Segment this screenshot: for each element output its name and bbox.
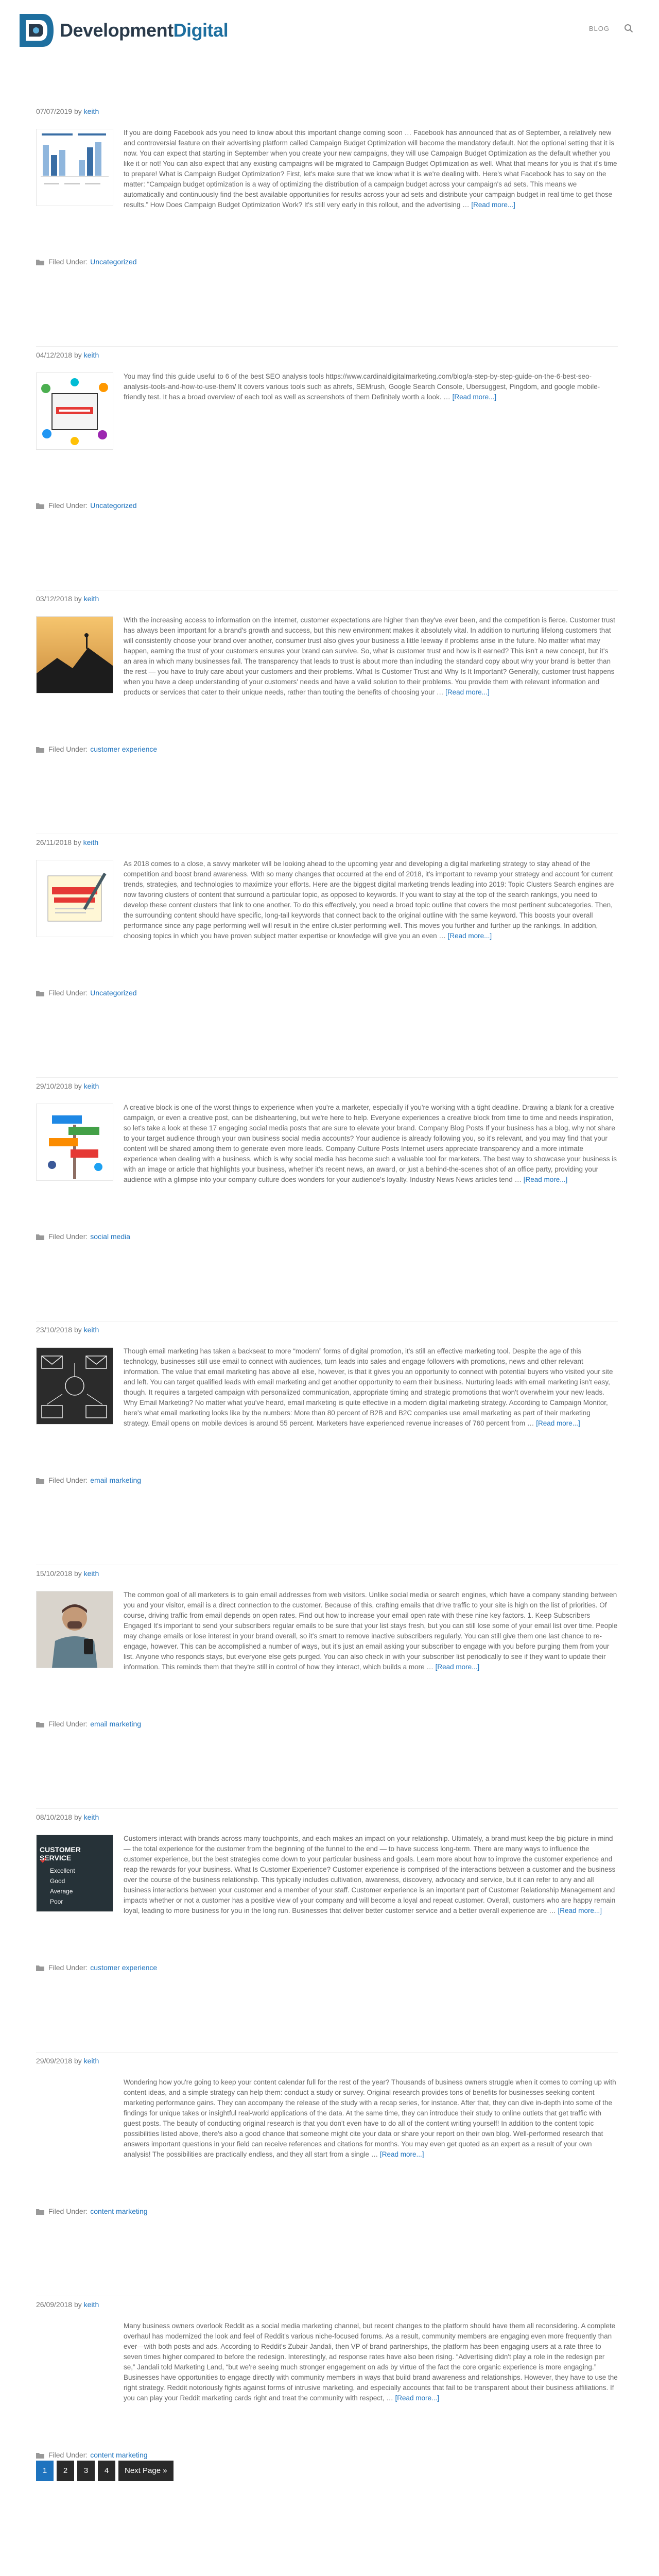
post-meta (36, 595, 99, 603)
logo-text (60, 20, 228, 41)
post-filed-under (36, 1232, 130, 1241)
filed-under-label: Filed Under: (48, 2207, 88, 2215)
post-meta (36, 2300, 99, 2309)
email-chalkboard-thumbnail-icon (37, 1348, 113, 1424)
post-entry (36, 1321, 618, 1565)
post-filed-under (36, 989, 137, 997)
post-date: 29/10/2018 (36, 1082, 73, 1090)
post-author-link[interactable]: keith (83, 351, 99, 359)
filed-under-label: Filed Under: (48, 1720, 88, 1728)
bar-chart-thumbnail-icon (37, 129, 113, 206)
category-link[interactable]: Uncategorized (90, 501, 137, 510)
post-meta (36, 1813, 99, 1821)
post-thumbnail[interactable] (36, 1591, 113, 1668)
main-nav (589, 24, 633, 33)
post-excerpt (124, 859, 618, 941)
post-meta (36, 351, 99, 359)
post-meta (36, 1569, 99, 1578)
thumb-line: Excellent (50, 1867, 75, 1874)
thumb-line: Average (50, 1888, 73, 1895)
post-by: by (74, 1813, 82, 1821)
logo-text-digital: Digital (173, 20, 229, 41)
read-more-link[interactable]: [Read more...] (536, 1419, 580, 1427)
category-link[interactable]: content marketing (90, 2207, 148, 2215)
search-icon[interactable] (624, 24, 633, 33)
post-thumbnail[interactable] (36, 1347, 113, 1425)
post-meta (36, 2057, 99, 2065)
folder-icon (36, 990, 44, 996)
mountain-silhouette-thumbnail-icon (37, 617, 113, 693)
post-author-link[interactable]: keith (83, 2057, 99, 2065)
filed-under-label: Filed Under: (48, 501, 88, 510)
thumb-heading: CUSTOMER SERVICE (40, 1845, 81, 1862)
filed-under-label: Filed Under: (48, 989, 88, 997)
post-author-link[interactable]: keith (83, 1813, 99, 1821)
post-excerpt (124, 2077, 618, 2160)
post-filed-under (36, 1476, 141, 1484)
post-meta (36, 838, 98, 846)
post-excerpt-text: Though email marketing has taken a backseat to more “modern” forms of digital promotion, it's still an effective marketing tool. Despite the age of this technology, businesses still use email to connect with audiences, turn leads into sales and engage followers with promotions, news and other relevant information. The value that email marketing has above all else, however, is that it gives you an opportunity to connect with potential buyers who visited your site and left. You can target qualified leads with email marketing and get another opportunity to earn their business. Nurturing leads with email marketing isn't easy, though. It requires a targeted campaign with personalized communication, appropriate timing and strategic promotions that won't overwhelm your new leads. Why Email Marketing? No matter what you've heard, email marketing is quite effective in a modern digital marketing strategy. According to Campaign Monitor, here's what email marketing looks like by the numbers: More than 80 percent of B2B and B2C companies use email marketing as part of their marketing strategy. Email opens on mobile devices is around 55 percent. Marketers have experienced revenue increases of 760 percent from … (124, 1347, 613, 1427)
post-entry (36, 1565, 618, 1809)
page-3-button[interactable]: 3 (77, 2461, 95, 2481)
post-date: 07/07/2019 (36, 107, 73, 115)
post-date: 26/11/2018 (36, 838, 72, 846)
read-more-link[interactable]: [Read more...] (380, 2150, 424, 2158)
post-entry (36, 1078, 618, 1321)
folder-icon (36, 1477, 44, 1483)
post-author-link[interactable]: keith (83, 2300, 99, 2309)
category-link[interactable]: email marketing (90, 1476, 142, 1484)
post-meta (36, 1326, 99, 1334)
post-entry (36, 834, 618, 1078)
post-by: by (74, 2057, 82, 2065)
filed-under-label: Filed Under: (48, 258, 88, 266)
filed-under-label: Filed Under: (48, 1476, 88, 1484)
post-excerpt (124, 1346, 618, 1429)
folder-icon (36, 502, 44, 509)
post-excerpt (124, 128, 618, 210)
post-by: by (74, 2300, 82, 2309)
post-by: by (74, 1569, 82, 1578)
post-excerpt (124, 615, 618, 698)
post-excerpt-text: With the increasing access to information on the internet, customer expectations are higher than they've ever been, and the competition is fierce. Customer trust has always been important for a brand's growth and success, but this new environment makes it absolutely vital. In addition to nurturing lifelong customers that will consistently choose your brand over another, consumer trust also gives your business a little leeway if problems arise in the future. No matter what may happen, earning the trust of your customers ensures your brand can survive. So, what is customer trust and how is it earned? This isn't a new concept, but it's an area in which many businesses fail. The transparency that leads to trust is about more than including the standard copy about why your brand is better than the rest — you have to truly care about your customers and their problems. What Is Customer Trust and Why Is It Important? Generally, customer trust happens when you have a deep understanding of your customers' needs and have a valid solution to their problems. You provide them with relevant information and products or services that cater to their unique needs, rather than touting the benefits of choosing your … (124, 616, 615, 696)
post-excerpt-text: You may find this guide useful to 6 of the best SEO analysis tools https://www.cardinaldigitalmarketing.com/blog/a-step-by-step-guide-on-the-6-best-seo-analysis-tools-and-how-to-use-them/ It covers various tools such as ahrefs, SEMrush, Google Search Console, Ubersuggest, Pingdom, and google mobile-friendly test. It has a broad overview of each tool as well as screenshots of them Definitely worth a look. … (124, 372, 600, 401)
category-link[interactable]: customer experience (90, 1963, 158, 1972)
post-date: 23/10/2018 (36, 1326, 73, 1334)
social-media-signpost-thumbnail-icon (37, 1104, 113, 1180)
post-filed-under (36, 1720, 141, 1728)
logo-mark-icon (15, 10, 57, 51)
post-filed-under (36, 501, 137, 510)
folder-icon (36, 1721, 44, 1727)
post-filed-under (36, 1963, 157, 1972)
post-thumbnail[interactable] (36, 1104, 113, 1181)
post-date: 29/09/2018 (36, 2057, 73, 2065)
post-thumbnail[interactable] (36, 372, 113, 450)
post-author-link[interactable]: keith (83, 595, 99, 603)
site-logo[interactable] (15, 7, 229, 54)
page-2-button[interactable]: 2 (57, 2461, 74, 2481)
checkmark-icon (37, 1835, 113, 1911)
post-date: 03/12/2018 (36, 595, 73, 603)
page-1-button[interactable]: 1 (36, 2461, 54, 2481)
post-by: by (74, 107, 82, 115)
folder-icon (36, 1964, 44, 1971)
post-filed-under (36, 258, 137, 266)
post-list (36, 103, 618, 2539)
folder-icon (36, 2452, 44, 2458)
read-more-link[interactable]: [Read more...] (471, 201, 515, 209)
folder-icon (36, 259, 44, 265)
post-excerpt (124, 1590, 618, 1672)
post-excerpt (124, 371, 618, 402)
filed-under-label: Filed Under: (48, 1232, 88, 1241)
read-more-link[interactable]: [Read more...] (445, 688, 490, 696)
post-entry (36, 103, 618, 347)
digital-marketing-notepad-thumbnail-icon (37, 860, 113, 937)
post-filed-under (36, 745, 157, 753)
post-excerpt-text: Wondering how you're going to keep your content calendar full for the rest of the year? Thousands of business owners struggle when it comes to coming up with content ideas, and a simple strategy can help them: conduct a study or survey. Original research provides tons of benefits for businesses seeking content marketing performance gains. They can accompany the release of the study with a recap series, for instance. After that, they can dive in-depth into some of the findings for unique takes or insightful real-world applications of the data. At the same time, they can introduce their study to online outlets that get traffic with guest posts. The beauty of conducting original research is that you don't even have to do all of the content writing yourself! In addition to the content topic possibilities listed above, there's also a good chance that someone might cite your data or share your report on their own blog. Well-performed research that answers important questions in your field can receive references and citations for months. You may even get quoted as an expert as a result of your own analysis! The possibilities are practically endless, and they all start from a single … (124, 2078, 616, 2158)
post-by: by (74, 1082, 82, 1090)
logo-text-development: Development (60, 20, 174, 41)
post-by: by (74, 351, 82, 359)
post-filed-under (36, 2207, 148, 2215)
post-excerpt-text: A creative block is one of the worst things to experience when you're a marketer, especially if you're working with a tight deadline. Drawing a blank for a creative campaign, or even a creative post, can be disheartening, but we're here to help. Everyone experiences a creative block from time to time and needs inspiration, so let's take a look at these 17 engaging social media posts that are sure to elevate your brand. Company Blog Posts If your business has a blog, why not share to your target audience through your own business social media accounts? Your audience is already following you, so it's relevant, and you may find that your content will be shared among them to generate even more leads. Company Culture Posts Internet users appreciate transparency and a more intimate experience when dealing with a business, which is why social media has become such a valuable tool for marketers. The best way to showcase your business is with an image or article that highlights your business, whether it's recent news, an award, or just a behind-the-scenes shot of an office party, providing your audience with a glimpse into your company culture does wonders for your audience's loyalty. Industry News News articles tend … (124, 1104, 617, 1183)
post-entry (36, 1809, 618, 2053)
post-date: 15/10/2018 (36, 1569, 73, 1578)
page-4-button[interactable]: 4 (98, 2461, 115, 2481)
nav-blog-link[interactable]: BLOG (588, 24, 610, 32)
post-meta (36, 107, 99, 115)
thumb-line: Good (50, 1877, 65, 1885)
read-more-link[interactable]: [Read more...] (435, 1663, 480, 1671)
post-entry (36, 347, 618, 590)
thumb-line: Poor (50, 1898, 63, 1905)
man-with-phone-thumbnail-icon (37, 1591, 113, 1668)
post-date: 04/12/2018 (36, 351, 73, 359)
post-by: by (74, 595, 82, 603)
next-page-button[interactable]: Next Page » (118, 2461, 174, 2481)
filed-under-label: Filed Under: (48, 2451, 88, 2459)
post-author-link[interactable]: keith (83, 107, 99, 115)
post-excerpt-text: The common goal of all marketers is to gain email addresses from web visitors. Unlike social media or search engines, which have a company standing between you and your visitor, email is a direct connection to the customer. Because of this, crafting emails that drive traffic to your site is high on the list of priorities. Of course, driving traffic from email depends on open rates. Find out how to increase your email open rate with these nine key factors. 1. Keep Subscribers Engaged It's important to send your subscribers regular emails to be sure that your list stays fresh, but you can still lose some of your email list over time. People may change emails or lose interest in your brand overall, so it's smart to remove inactive subscribers regularly. You can still give them one last chance to re-engage, however. This can be accomplished a number of ways, but it's just an email asking your subscriber to engage with you before purging them from your list. Anyone who responds stays, but everyone else gets purged. You can also check in with your subscriber list periodically to see if they want to update their information. This reminds them that they're still in control of how they interact, which builds a more … (124, 1591, 618, 1671)
post-thumbnail[interactable] (36, 129, 113, 206)
folder-icon (36, 2208, 44, 2214)
category-link[interactable]: Uncategorized (90, 258, 137, 266)
post-excerpt (124, 1834, 618, 1916)
post-entry (36, 2053, 618, 2296)
post-thumbnail[interactable] (36, 1835, 113, 1912)
post-excerpt-text: If you are doing Facebook ads you need to know about this important change coming soon … Facebook has announced that as of September, a relatively new and controversial feature on their advertising platform called Campaign Budget Optimization will become the mandatory default. Not the optional setting that it is now. You can expect that starting in September when you create your new campaigns, they will use Campaign Budget Optimization as the default whether you like it or not! You can also expect that any existing campaigns will be migrated to Campaign Budget Optimization as well. What that means for you is that it's time to prepare! What is Campaign Budget Optimization? First, let's make sure that we know what it is we're dealing with. Here's what Facebook has to say on the matter: “Campaign budget optimization is a way of optimizing the distribution of a campaign budget across your campaign's ad sets. This means we automatically and continuously find the best available opportunities for results across your ad sets and distribute your campaign budget in real time to get those results.” How Does Campaign Budget Optimization Work? It's still very early in this rollout, and the advertising … (124, 129, 617, 209)
post-excerpt-text: Many business owners overlook Reddit as a social media marketing channel, but recent changes to the platform should have them all reconsidering. A complete overhaul has modernized the look and feel of Reddit's various niche-focused forums. As a result, community members are engaging even more frequently than ever—with both posts and ads. According to Reddit's Zubair Jandali, then VP of brand partnerships, the platform has been engaging users at a rate three to seven times higher compared to before the redesign. Interestingly, ad response rates have also been rising. “Advertising didn't play a role in the redesign per se,” Jandali told Marketing Land, “but we're seeing much stronger engagement on ads by virtue of the fact the core organic experience is more engaging.” Businesses have opportunities to engage directly with community members in ways that build brand awareness and relationships. However, they have to use the right strategy. Reddit notoriously fights against forms of intrusive marketing, and especially accounts that fail to be transparent about their business affiliations. If you can play your Reddit marketing cards right and treat the community with respect, … (124, 2322, 618, 2402)
post-filed-under (36, 2451, 148, 2459)
post-thumbnail[interactable] (36, 616, 113, 693)
post-author-link[interactable]: keith (83, 1082, 99, 1090)
read-more-link[interactable]: [Read more...] (395, 2394, 440, 2402)
read-more-link[interactable]: [Read more...] (523, 1176, 568, 1183)
post-meta (36, 1082, 99, 1090)
post-excerpt (124, 2321, 618, 2403)
category-link[interactable]: Uncategorized (90, 989, 137, 997)
post-author-link[interactable]: keith (83, 1569, 99, 1578)
read-more-link[interactable]: [Read more...] (447, 932, 492, 940)
read-more-link[interactable]: [Read more...] (558, 1907, 602, 1914)
site-header (0, 0, 659, 62)
folder-icon (36, 1233, 44, 1240)
post-by: by (74, 1326, 82, 1334)
category-link[interactable]: social media (90, 1232, 131, 1241)
category-link[interactable]: content marketing (90, 2451, 148, 2459)
post-date: 26/09/2018 (36, 2300, 73, 2309)
read-more-link[interactable]: [Read more...] (452, 393, 497, 401)
category-link[interactable]: customer experience (90, 745, 158, 753)
post-by: by (73, 838, 81, 846)
filed-under-label: Filed Under: (48, 1963, 88, 1972)
digital-marketing-thumbnail-icon (37, 373, 113, 449)
category-link[interactable]: email marketing (90, 1720, 142, 1728)
post-author-link[interactable]: keith (83, 1326, 99, 1334)
pagination (36, 2461, 177, 2481)
post-author-link[interactable]: keith (83, 838, 99, 846)
post-excerpt (124, 1103, 618, 1185)
filed-under-label: Filed Under: (48, 745, 88, 753)
post-excerpt-text: As 2018 comes to a close, a savvy marketer will be looking ahead to the upcoming year and developing a digital marketing strategy to stay ahead of the competition and boost brand awareness. With so many changes that occurred at the end of 2018, it's important to revamp your strategy and account for current trends, strategies, and technologies to maximize your efforts. Here are the biggest digital marketing trends leading into 2019: Topic Clusters Search engines are now favoring clusters of content that surround a particular topic, as opposed to keywords. If you want to stay at the top of the search rankings, you need to develop these content clusters that link to one another. To do this effectively, you need a broad topic outline that covers the most pertinent subcategories. Then, the surrounding content should have specific, long-tail keywords that connect back to the original outline with the same keyword. This boosts your overall performance since any page performing well will result in the entire cluster performing well. This moves you further and further up the rankings. In addition, choosing topics in which you have proven subject matter expertise or knowledge will give you an even … (124, 860, 614, 940)
post-entry (36, 2296, 618, 2539)
post-date: 08/10/2018 (36, 1813, 73, 1821)
post-entry (36, 590, 618, 834)
folder-icon (36, 746, 44, 752)
post-thumbnail[interactable] (36, 860, 113, 937)
post-excerpt-text: Customers interact with brands across many touchpoints, and each makes an impact on your relationship. Ultimately, a brand must keep the big picture in mind — the total experience for the customer from the beginning of the funnel to the end — to have success long-term. There are many ways to influence the customer experience, but the best strategies come down to your particular business and goals. Learn more about how to improve the customer experience and reap the rewards for your business. What Is Customer Experience? Customer experience is comprised of the interactions between a customer and the business over the course of the business relationship. This typically includes cultivation, awareness, discovery, advocacy and service, but it can refer to any and all business interactions between your customer and a member of your staff. Customer experience is an important part of Customer Relationship Management and impacts whether or not a customer has a positive view of your company and will become a loyal and repeat customer. Overall, customers who are happy remain loyal, leading to more business for you in the long run. Businesses that deliver better customer service and a better overall experience are … (124, 1835, 616, 1914)
